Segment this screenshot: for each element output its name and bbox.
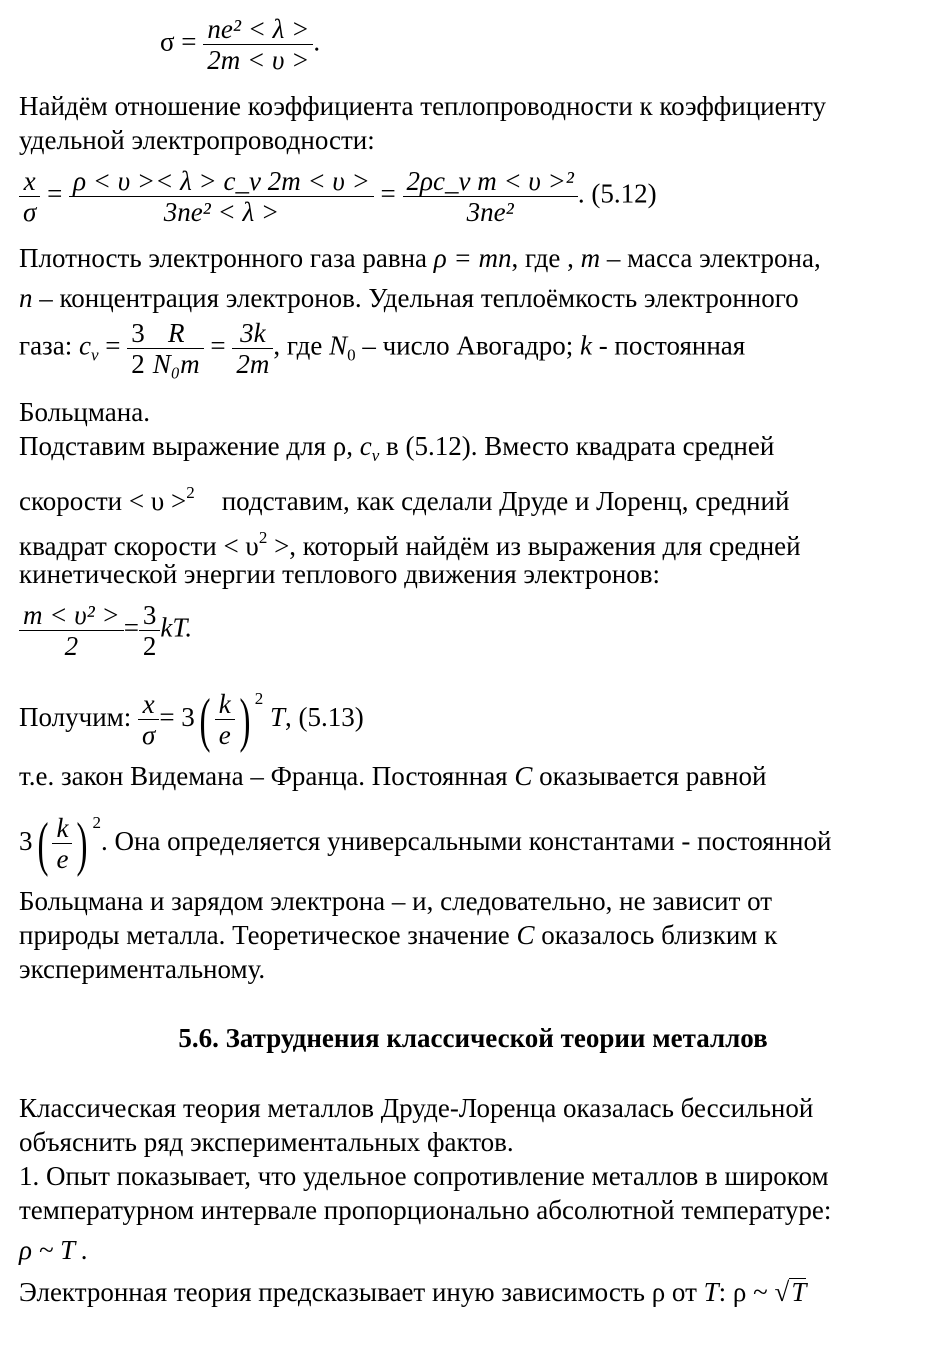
math-inline: c <box>359 431 372 461</box>
equation-number: , (5.13) <box>285 702 364 732</box>
fraction-numerator: k <box>218 689 231 720</box>
paragraph-line <box>19 919 777 951</box>
math-inline: kT. <box>160 612 193 643</box>
fraction-numerator: k <box>56 813 69 844</box>
math-inline: N <box>329 330 348 361</box>
fraction-denominator: 3ne² < λ > <box>69 196 374 227</box>
math-inline: > <box>267 531 290 561</box>
fraction <box>149 318 204 379</box>
paragraph-line <box>19 242 821 274</box>
fraction-numerator: m < υ² > <box>23 600 120 630</box>
fraction-numerator: R <box>167 318 185 348</box>
paragraph-line: Больцмана и зарядом электрона – и, следовательно, не зависит от <box>19 886 773 916</box>
paragraph-line: удельной электропроводности: <box>19 125 375 155</box>
math-inline: C <box>516 920 535 950</box>
math-inline: ρ <box>651 1277 666 1307</box>
text: оказалось близким к <box>534 920 778 950</box>
paragraph-line: 3( $\frac{k}{e}$ ) $^2$. Она определяется универсальными константами - постоянной <box>19 810 832 877</box>
math-inline: ρ = mn <box>433 243 512 273</box>
superscript: 2 <box>186 483 195 502</box>
math-inline: ρ ~ T . <box>19 1235 89 1265</box>
fraction-denominator: 2 <box>127 348 149 379</box>
formula-sigma <box>160 14 320 75</box>
subscript: v <box>371 446 380 465</box>
formula-lhs: σ = <box>160 26 197 57</box>
text: . Она определяется универсальными константами - постоянной <box>100 826 832 856</box>
fraction-numerator: 3 <box>142 600 157 630</box>
math-inline: C <box>514 761 533 791</box>
fraction <box>52 813 72 874</box>
paragraph-line: экспериментальному. <box>19 954 266 984</box>
fraction-denominator: 2m <box>232 348 273 379</box>
formula-tail: . <box>313 26 321 57</box>
section-title: 5.6. Затруднения классической теории металлов <box>178 1023 768 1053</box>
fraction-denominator: 3ne² <box>403 196 578 227</box>
paragraph-line: газа: $c_v$ = $\frac{3}{2}$ $\frac{R}{\text{N₀m}}$ = $\frac{3k}{2m}$ , где $N_0$ – число Авогадро; k - постоянная <box>19 318 746 379</box>
fraction-numerator: 2ρc_v m < υ >² <box>406 166 574 196</box>
fraction-numerator: ne² < λ > <box>207 14 310 44</box>
text: от <box>665 1277 704 1307</box>
fraction-denominator: σ <box>138 719 159 750</box>
text: Подставим выражение для <box>19 431 333 461</box>
fraction-denominator: N₀m <box>149 348 204 379</box>
fraction <box>139 600 161 661</box>
math-inline: ρ ~ <box>732 1277 768 1307</box>
formula-kinetic <box>19 600 192 661</box>
text: скорости <box>19 486 129 516</box>
subscript: v <box>90 345 99 365</box>
math-inline: c <box>78 330 91 361</box>
text: = <box>105 330 121 361</box>
equation-number: . (5.12) <box>577 178 657 209</box>
fraction <box>69 166 374 227</box>
math-inline: T <box>270 702 286 732</box>
text: , который найдём из выражения для средней <box>289 531 801 561</box>
paragraph-line: кинетической энергии теплового движения электронов: <box>19 559 661 589</box>
fraction-denominator: 2 <box>19 630 124 661</box>
text: – масса электрона, <box>600 243 821 273</box>
fraction-numerator: x <box>142 689 155 720</box>
superscript: 2 <box>254 689 264 708</box>
text: т.е. закон Видемана – Франца. Постоянная <box>19 761 515 791</box>
paragraph-line: Электронная теория предсказывает иную зависимость ρ от T: ρ ~ √T <box>19 1277 807 1307</box>
paragraph-line <box>19 282 799 314</box>
superscript: 2 <box>92 813 101 832</box>
fraction-numerator: x <box>23 166 36 196</box>
fraction <box>19 600 124 661</box>
text: квадрат скорости <box>19 531 224 561</box>
text: Электронная теория предсказывает иную зависимость <box>19 1277 652 1307</box>
paragraph-line: объяснить ряд экспериментальных фактов. <box>19 1127 514 1157</box>
text: , где <box>273 330 330 361</box>
fraction <box>403 166 578 227</box>
fraction <box>203 14 313 75</box>
fraction <box>138 689 159 750</box>
fraction <box>127 318 149 379</box>
formula-5-13: Получим: $\frac{x}{\sigma}$ = 3( $\frac{k}{e}$ ) $^2$ T, (5.13) <box>19 686 364 753</box>
math-inline: m <box>580 243 601 273</box>
text: газа: <box>19 330 79 361</box>
math-inline: 3 <box>19 826 33 856</box>
math-inline: < υ <box>223 531 259 561</box>
text: природы металла. Теоретическое значение <box>19 920 517 950</box>
text: : <box>718 1277 733 1307</box>
fraction-denominator: σ <box>19 196 40 227</box>
fraction <box>19 166 40 227</box>
fraction-numerator: 3 <box>131 318 145 348</box>
math-inline: k <box>579 330 592 361</box>
math-inline: T <box>703 1277 719 1307</box>
fraction-denominator: e <box>215 719 235 750</box>
math-inline: ρ, <box>332 431 353 461</box>
superscript: 2 <box>258 528 268 547</box>
math-inline: n <box>19 283 33 313</box>
text: = 3 <box>159 702 195 732</box>
fraction <box>232 318 273 379</box>
text: оказывается равной <box>532 761 767 791</box>
text: = <box>123 612 139 643</box>
text: - постоянная <box>591 330 746 361</box>
paragraph-line: 1. Опыт показывает, что удельное сопротивление металлов в широком <box>19 1161 829 1191</box>
fraction-denominator: 2m < υ > <box>203 44 313 75</box>
paragraph-line <box>19 477 789 517</box>
fraction-numerator: ρ < υ >< λ > c_v 2m < υ > <box>73 166 370 196</box>
text: – число Авогадро; <box>355 330 580 361</box>
fraction-denominator: e <box>52 843 72 874</box>
paragraph-line: Классическая теория металлов Друде-Лоренца оказалась бессильной <box>19 1093 814 1123</box>
text: в (5.12). Вместо квадрата средней <box>379 431 775 461</box>
subscript: 0 <box>347 345 356 365</box>
fraction-numerator: 3k <box>240 318 266 348</box>
paragraph-line <box>19 522 801 562</box>
fraction <box>215 689 235 750</box>
math-inline: < υ > <box>128 486 187 516</box>
formula-5-12: $\frac{x}{\sigma}$ = $\frac{\rho < \upsilon >< \lambda > c\_v 2m < \upsilon >}{\text{3ne² < λ >}}$ = $\frac{\text{2ρc\_v m < υ >²}}{\text{3ne²}}$ . (5.12) <box>19 166 657 227</box>
text: – концентрация электронов. Удельная теплоёмкость электронного <box>32 283 799 313</box>
paragraph-line: Больцмана. <box>19 397 150 427</box>
paragraph-line <box>19 760 766 792</box>
text: , где , <box>511 243 574 273</box>
paragraph-line: Найдём отношение коэффициента теплопроводности к коэффициенту <box>19 91 826 121</box>
sqrt-radicand: T <box>791 1277 807 1307</box>
fraction-denominator: 2 <box>139 630 161 661</box>
text: подставим, как сделали Друде и Лоренц, средний <box>221 486 790 516</box>
text: Плотность электронного газа равна <box>19 243 434 273</box>
text: Получим: <box>19 702 138 732</box>
paragraph-line <box>19 430 774 472</box>
paragraph-line: температурном интервале пропорционально абсолютной температуре: <box>19 1195 832 1225</box>
